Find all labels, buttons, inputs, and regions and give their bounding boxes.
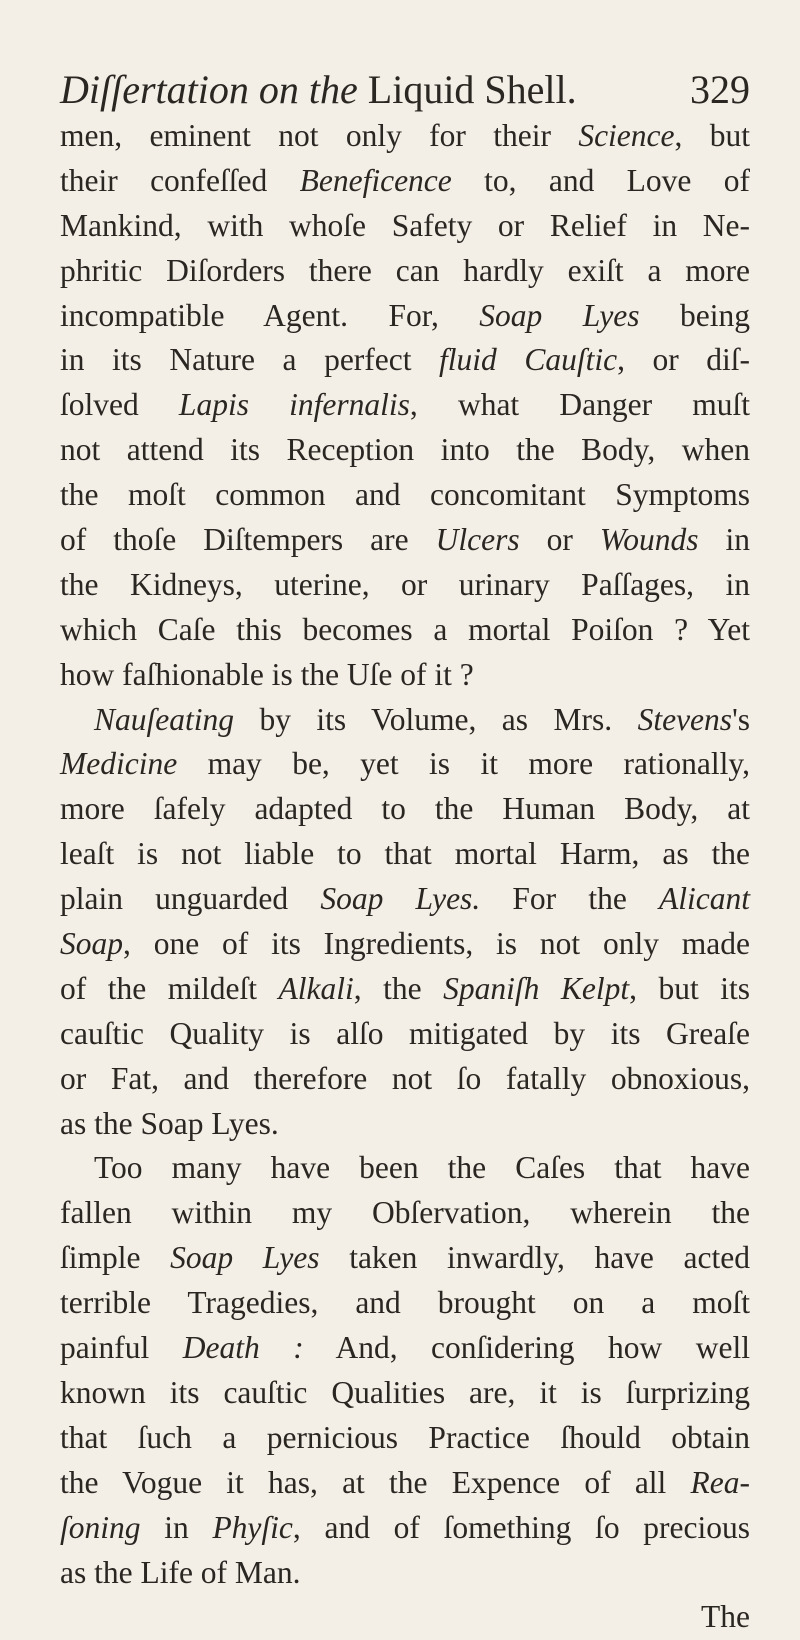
text-line [60, 249, 750, 294]
text-segment: fallen within my Obſervation, wherein the [60, 1195, 750, 1231]
text-line [60, 1461, 750, 1506]
italic-text: Medicine [60, 746, 178, 782]
header-title-roman: Liquid Shell. [367, 67, 577, 112]
text-segment: not attend its Reception into the Body, when [60, 432, 750, 468]
text-line [60, 1551, 750, 1596]
text-line [60, 1371, 750, 1416]
text-segment: which Caſe this becomes a mortal Poiſon ? Yet [60, 611, 750, 647]
text-line [60, 1057, 750, 1102]
italic-text: Spaniſh Kelpt [443, 970, 630, 1006]
italic-text: Soap Lyes [479, 297, 640, 333]
text-line [60, 518, 750, 563]
text-line [60, 1506, 750, 1551]
text-segment: the Kidneys, uterine, or urinary Paſſages, in [60, 566, 750, 602]
header-title-italic: Diſſertation on the [60, 67, 358, 112]
text-line [60, 1102, 750, 1147]
text-segment: may be, yet is it more rationally, [177, 746, 750, 782]
italic-text: Nauſeating [94, 701, 234, 737]
text-line [60, 877, 750, 922]
text-segment: by its Volume, as Mrs. [234, 701, 638, 737]
text-segment: to, and Love of [451, 162, 750, 198]
text-line [60, 653, 750, 698]
text-segment: terrible Tragedies, and brought on a moſt [60, 1285, 750, 1321]
text-segment: in [698, 522, 750, 558]
text-segment: , or diſ- [617, 342, 750, 378]
text-line [60, 832, 750, 877]
text-segment: , what Danger muſt [409, 387, 750, 423]
italic-text: Science [578, 118, 675, 153]
text-segment: Too many have been the Caſes that have [94, 1150, 750, 1186]
text-segment: more ſafely adapted to the Human Body, at [60, 791, 750, 827]
text-segment: how faſhionable is the Uſe of it ? [60, 656, 474, 692]
text-segment: leaſt is not liable to that mortal Harm, as the [60, 836, 750, 872]
italic-text: Wounds [599, 522, 699, 558]
text-segment: And, conſidering how well [303, 1330, 750, 1366]
text-segment: taken inwardly, have acted [319, 1240, 750, 1276]
text-segment: phritic Diſorders there can hardly exiſt a more [60, 252, 750, 288]
italic-text: Alkali [278, 970, 354, 1006]
text-segment: the Vogue it has, at the Expence of all [60, 1464, 691, 1500]
text-segment: in [140, 1509, 213, 1545]
italic-text: Stevens [637, 701, 733, 737]
text-line [60, 383, 750, 428]
text-line [60, 1326, 750, 1371]
italic-text: Rea- [690, 1464, 750, 1500]
text-segment: painful [60, 1330, 183, 1366]
text-segment: in its Nature a perfect [60, 342, 440, 378]
text-line [60, 787, 750, 832]
text-line [60, 1012, 750, 1057]
text-line [60, 1281, 750, 1326]
text-segment: as the Soap Lyes. [60, 1105, 279, 1141]
text-segment: cauſtic Quality is alſo mitigated by its Greaſe [60, 1015, 750, 1051]
italic-text: Phyſic [212, 1509, 293, 1545]
text-line [60, 1191, 750, 1236]
text-segment: ſolved [60, 387, 179, 423]
text-segment: of the mildeſt [60, 970, 279, 1006]
text-segment: known its cauſtic Qualities are, it is ſurprizing [60, 1374, 750, 1410]
text-line [60, 294, 750, 339]
text-segment: , and of ſomething ſo precious [292, 1509, 750, 1545]
text-line [60, 967, 750, 1012]
text-segment: 's [732, 701, 750, 737]
text-segment: For the [480, 881, 660, 917]
text-line [60, 1236, 750, 1281]
text-segment: ſimple [60, 1240, 171, 1276]
text-segment: being [639, 297, 750, 333]
text-segment: , one of its Ingredients, is not only made [123, 926, 750, 962]
text-line [60, 114, 750, 159]
italic-text: Soap Lyes. [320, 881, 481, 917]
text-line [60, 608, 750, 653]
text-segment: or Fat, and therefore not ſo fatally obnoxious, [60, 1060, 750, 1096]
text-segment: their confeſſed [60, 162, 300, 198]
text-line [60, 1146, 750, 1191]
page-number: 329 [690, 67, 750, 112]
body-text [60, 114, 750, 1640]
text-line [60, 1595, 750, 1640]
text-segment: incompatible Agent. For, [60, 297, 480, 333]
text-segment: as the Life of Man. [60, 1554, 301, 1590]
text-line [60, 473, 750, 518]
italic-text: Soap [60, 926, 123, 962]
text-line [60, 563, 750, 608]
text-segment: or [519, 522, 600, 558]
text-line [60, 742, 750, 787]
italic-text: ſoning [60, 1509, 141, 1545]
text-line [60, 204, 750, 249]
italic-text: Death : [182, 1330, 304, 1366]
text-line [60, 159, 750, 204]
text-segment: of thoſe Diſtempers are [60, 522, 436, 558]
text-segment: plain unguarded [60, 881, 321, 917]
text-line [60, 922, 750, 967]
text-line [60, 698, 750, 743]
italic-text: Ulcers [435, 522, 520, 558]
text-segment: Mankind, with whoſe Safety or Relief in Ne- [60, 207, 750, 243]
text-segment: men, eminent not only for their [60, 118, 579, 153]
text-segment: the moſt common and concomitant Symptoms [60, 477, 750, 513]
text-line [60, 338, 750, 383]
text-segment: The [701, 1599, 750, 1635]
text-segment: , but its [629, 970, 751, 1006]
text-line [60, 1416, 750, 1461]
italic-text: Alicant [659, 881, 750, 917]
running-header [60, 66, 750, 114]
italic-text: Lapis infernalis [178, 387, 410, 423]
text-line [60, 428, 750, 473]
text-segment: , the [353, 970, 444, 1006]
italic-text: fluid Cauſtic [439, 342, 618, 378]
text-segment: that ſuch a pernicious Practice ſhould obtain [60, 1419, 750, 1455]
text-segment: , but [674, 118, 750, 153]
italic-text: Beneficence [299, 162, 452, 198]
italic-text: Soap Lyes [170, 1240, 320, 1276]
